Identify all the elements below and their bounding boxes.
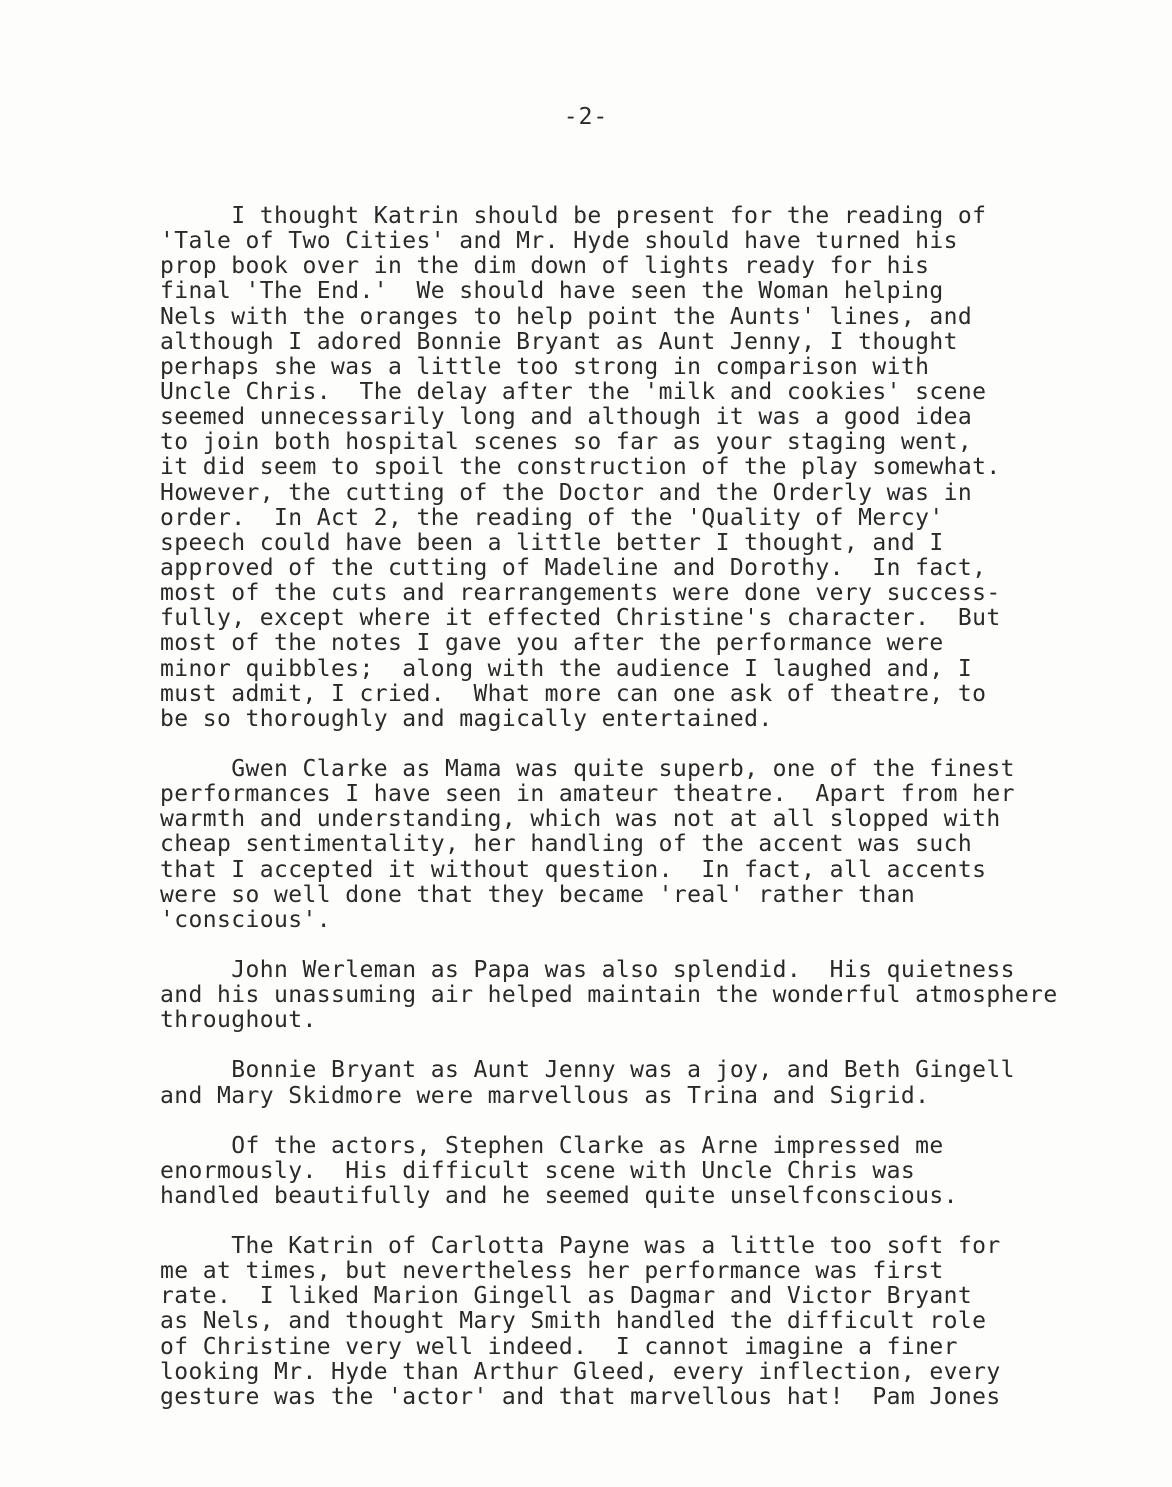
- text-line: perhaps she was a little too strong in comparison with: [160, 353, 930, 380]
- text-line: gesture was the 'actor' and that marvellous hat! Pam Jones: [160, 1383, 1001, 1410]
- text-line: and his unassuming air helped maintain the wonderful atmosphere: [160, 982, 1058, 1009]
- text-line: were so well done that they became 'real' rather than: [160, 881, 916, 908]
- text-line: fully, except where it effected Christine's character. But: [160, 605, 1001, 632]
- paragraph-staging-notes: [160, 204, 1120, 732]
- text-line: most of the cuts and rearrangements were done very success-: [160, 580, 1001, 607]
- text-line: enormously. His difficult scene with Uncle Chris was: [160, 1157, 916, 1184]
- text-line: me at times, but nevertheless her performance was first: [160, 1258, 944, 1285]
- text-line: and Mary Skidmore were marvellous as Trina and Sigrid.: [160, 1082, 930, 1109]
- text-line: 'conscious'.: [160, 906, 331, 933]
- text-line: throughout.: [160, 1007, 317, 1034]
- text-line: final 'The End.' We should have seen the Woman helping: [160, 278, 944, 305]
- text-line: John Werleman as Papa was also splendid. His quietness: [160, 956, 1015, 983]
- text-line: it did seem to spoil the construction of the play somewhat.: [160, 454, 1001, 481]
- paragraph-aunts: [160, 1058, 1120, 1108]
- text-line: that I accepted it without question. In fact, all accents: [160, 856, 987, 883]
- paragraph-arne: [160, 1134, 1120, 1209]
- text-line: I thought Katrin should be present for the reading of: [160, 203, 987, 229]
- text-line: However, the cutting of the Doctor and the Orderly was in: [160, 479, 973, 506]
- text-line: minor quibbles; along with the audience I laughed and, I: [160, 655, 973, 682]
- text-line: prop book over in the dim down of lights ready for his: [160, 253, 930, 280]
- text-line: of Christine very well indeed. I cannot imagine a finer: [160, 1333, 958, 1360]
- text-line: The Katrin of Carlotta Payne was a little too soft for: [160, 1233, 1001, 1260]
- text-line: although I adored Bonnie Bryant as Aunt Jenny, I thought: [160, 328, 958, 355]
- text-line: to join both hospital scenes so far as your staging went,: [160, 429, 973, 456]
- text-line: seemed unnecessarily long and although it was a good idea: [160, 404, 973, 431]
- letter-body: [160, 204, 1120, 1435]
- text-line: Nels with the oranges to help point the Aunts' lines, and: [160, 303, 973, 330]
- text-line: be so thoroughly and magically entertained.: [160, 705, 773, 732]
- paragraph-katrin: [160, 1234, 1120, 1410]
- text-line: handled beautifully and he seemed quite unselfconscious.: [160, 1182, 958, 1209]
- paragraph-papa: [160, 958, 1120, 1033]
- text-line: Gwen Clarke as Mama was quite superb, one of the finest: [160, 755, 1015, 782]
- text-line: most of the notes I gave you after the performance were: [160, 630, 944, 657]
- text-line: as Nels, and thought Mary Smith handled the difficult role: [160, 1308, 987, 1335]
- text-line: must admit, I cried. What more can one ask of theatre, to: [160, 680, 987, 707]
- text-line: looking Mr. Hyde than Arthur Gleed, every inflection, every: [160, 1358, 1001, 1385]
- text-line: Uncle Chris. The delay after the 'milk and cookies' scene: [160, 378, 987, 405]
- text-line: order. In Act 2, the reading of the 'Quality of Mercy': [160, 504, 944, 531]
- text-line: performances I have seen in amateur theatre. Apart from her: [160, 781, 1015, 808]
- text-line: Of the actors, Stephen Clarke as Arne impressed me: [160, 1132, 944, 1159]
- text-line: speech could have been a little better I thought, and I: [160, 529, 944, 556]
- text-line: approved of the cutting of Madeline and Dorothy. In fact,: [160, 554, 987, 581]
- page-number: -2-: [563, 104, 609, 130]
- text-line: warmth and understanding, which was not at all slopped with: [160, 806, 1001, 833]
- text-line: rate. I liked Marion Gingell as Dagmar and Victor Bryant: [160, 1283, 973, 1310]
- paragraph-mama: [160, 757, 1120, 933]
- text-line: Bonnie Bryant as Aunt Jenny was a joy, and Beth Gingell: [160, 1057, 1015, 1084]
- text-line: 'Tale of Two Cities' and Mr. Hyde should have turned his: [160, 228, 958, 255]
- text-line: cheap sentimentality, her handling of the accent was such: [160, 831, 973, 858]
